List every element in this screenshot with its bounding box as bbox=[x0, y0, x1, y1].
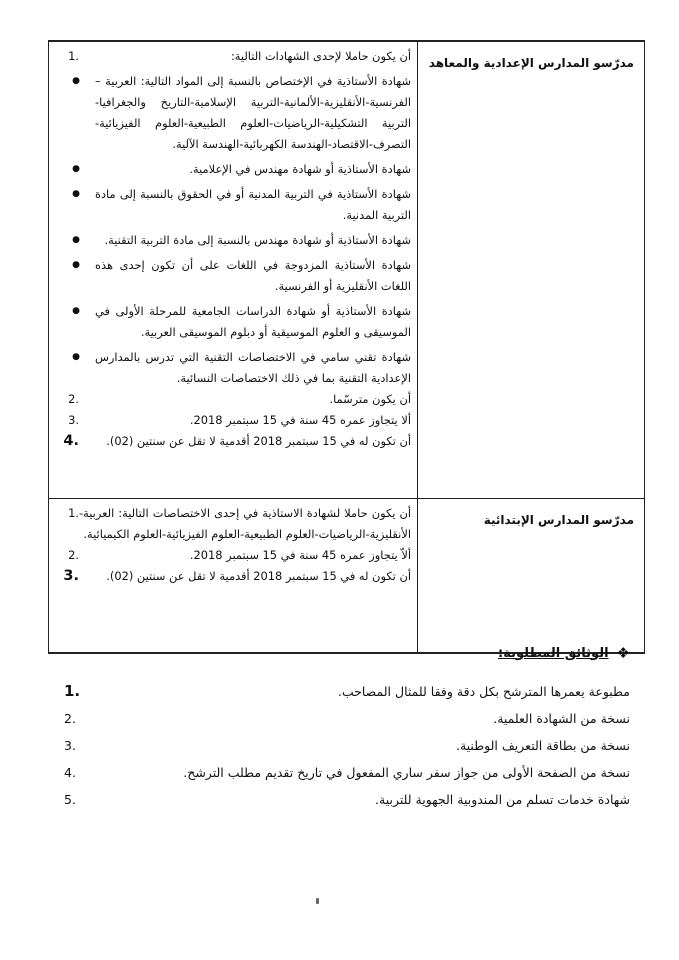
required-documents bbox=[60, 644, 630, 813]
condition-number: 3. bbox=[63, 568, 79, 584]
condition-number: 1. bbox=[68, 49, 79, 63]
document-text: نسخة من الشهادة العلمية. bbox=[493, 711, 630, 726]
conditions-cell bbox=[49, 499, 418, 654]
condition-text: ألاّ يتجاوز عمره 45 سنة في 15 سبتمبر 2018. bbox=[189, 548, 411, 562]
document-text: مطبوعة يعمرها المترشح بكل دقة وفقا للمثال المصاحب. bbox=[337, 684, 630, 699]
bullet-text: شهادة الأستاذية في التربية المدنية أو في الحقوق بالنسبة إلى مادة التربية المدنية. bbox=[95, 187, 411, 222]
condition-text: أن تكون له في 15 سبتمبر 2018 أقدمية لا تقل عن سنتين (02). bbox=[106, 434, 411, 448]
condition-number: 1. bbox=[68, 506, 79, 520]
bullet-text: شهادة الأستاذية أو شهادة الدراسات الجامعية للمرحلة الأولى في الموسيقى و العلوم الموسيقية أو دبلوم الموسيقى العربية. bbox=[95, 304, 411, 339]
condition-item bbox=[57, 389, 411, 410]
condition-item bbox=[57, 431, 411, 452]
diamond-bullet-icon: ❖ bbox=[616, 644, 630, 662]
condition-item bbox=[57, 46, 411, 67]
bullet-text: شهادة الأستاذية في الإختصاص بالنسبة إلى المواد التالية: العربية – الفرنسية-الأنقليزية-الألمانية-التربية الإسلامية-التاريخ والجغرافيا-التربية التشكيلية-الرياضيات-العلوم الطبيعية-العلوم الفيزيائية-التصرف-الاقتصاد-الهندسة الكهربائية-الهندسة الآلية. bbox=[95, 74, 411, 151]
condition-number: 2. bbox=[68, 548, 79, 562]
condition-item bbox=[57, 566, 411, 587]
documents-title: الوثائق المطلوبة: bbox=[498, 645, 609, 661]
certificate-bullet bbox=[57, 71, 411, 155]
list-item bbox=[60, 786, 630, 813]
certificate-bullet bbox=[57, 184, 411, 226]
condition-text: ألا يتجاوز عمره 45 سنة في 15 سبتمبر 2018. bbox=[189, 413, 411, 427]
category-cell: مدرّسو المدارس الإعدادية والمعاهد bbox=[418, 41, 645, 499]
certificate-bullet bbox=[57, 301, 411, 343]
condition-text: أن يكون مترسّما. bbox=[329, 392, 411, 406]
bullet-text: شهادة الأستاذية أو شهادة مهندس في الإعلامية. bbox=[189, 162, 411, 176]
condition-number: 2. bbox=[68, 392, 79, 406]
document-number: 3. bbox=[64, 738, 76, 753]
bullet-text: شهادة تقني سامي في الاختصاصات التقنية التي تدرس بالمدارس الإعدادية التقنية بما في ذلك الاختصاصات النسائية. bbox=[95, 350, 411, 385]
list-item bbox=[60, 705, 630, 732]
documents-list bbox=[60, 678, 630, 813]
condition-number: 4. bbox=[63, 433, 79, 449]
document-number: 2. bbox=[64, 711, 76, 726]
bullet-dot-icon: ● bbox=[72, 189, 80, 199]
document-text: نسخة من الصفحة الأولى من جواز سفر ساري المفعول في تاريخ تقديم مطلب الترشح. bbox=[183, 765, 630, 780]
bullet-dot-icon: ● bbox=[72, 76, 80, 86]
certificate-bullet bbox=[57, 230, 411, 251]
document-text: نسخة من بطاقة التعريف الوطنية. bbox=[455, 738, 630, 753]
bullet-text: شهادة الأستاذية المزدوجة في اللغات على أن تكون إحدى هذه اللغات الأنقليزية أو الفرنسية. bbox=[95, 258, 411, 293]
list-item bbox=[60, 759, 630, 786]
certificate-bullet bbox=[57, 347, 411, 389]
category-cell: مدرّسو المدارس الإبتدائية bbox=[418, 499, 645, 654]
conditions-cell bbox=[49, 41, 418, 499]
certificate-bullet bbox=[57, 159, 411, 180]
certificate-bullet bbox=[57, 255, 411, 297]
document-number: 1. bbox=[64, 682, 81, 700]
bullet-dot-icon: ● bbox=[72, 260, 80, 270]
document-number: 4. bbox=[64, 765, 76, 780]
bullet-text: شهادة الأستاذية أو شهادة مهندس بالنسبة إلى مادة التربية التقنية. bbox=[104, 233, 411, 247]
table-row bbox=[49, 41, 645, 499]
bullet-dot-icon: ● bbox=[72, 164, 80, 174]
condition-text: أن يكون حاملا لإحدى الشهادات التالية: bbox=[230, 49, 411, 63]
requirements-table bbox=[48, 40, 645, 654]
condition-text: أن يكون حاملا لشهادة الاستاذية في إحدى الاختصاصات التالية: العربية-الأنقليزية-الرياضيات-العلوم الطبيعية-العلوم الفيزيائية-العلوم الكيميائية. bbox=[79, 506, 411, 541]
list-item bbox=[60, 732, 630, 759]
table-row bbox=[49, 499, 645, 654]
scan-speck bbox=[316, 898, 319, 904]
condition-number: 3. bbox=[68, 413, 79, 427]
condition-item bbox=[57, 503, 411, 545]
document-number: 5. bbox=[64, 792, 76, 807]
condition-item bbox=[57, 410, 411, 431]
condition-text: أن تكون له في 15 سبتمبر 2018 أقدمية لا تقل عن سنتين (02). bbox=[106, 569, 411, 583]
bullet-dot-icon: ● bbox=[72, 352, 80, 362]
bullet-dot-icon: ● bbox=[72, 235, 80, 245]
condition-item bbox=[57, 545, 411, 566]
bullet-dot-icon: ● bbox=[72, 306, 80, 316]
documents-heading bbox=[60, 644, 630, 662]
document-text: شهادة خدمات تسلم من المندوبية الجهوية للتربية. bbox=[375, 792, 630, 807]
list-item bbox=[60, 678, 630, 705]
